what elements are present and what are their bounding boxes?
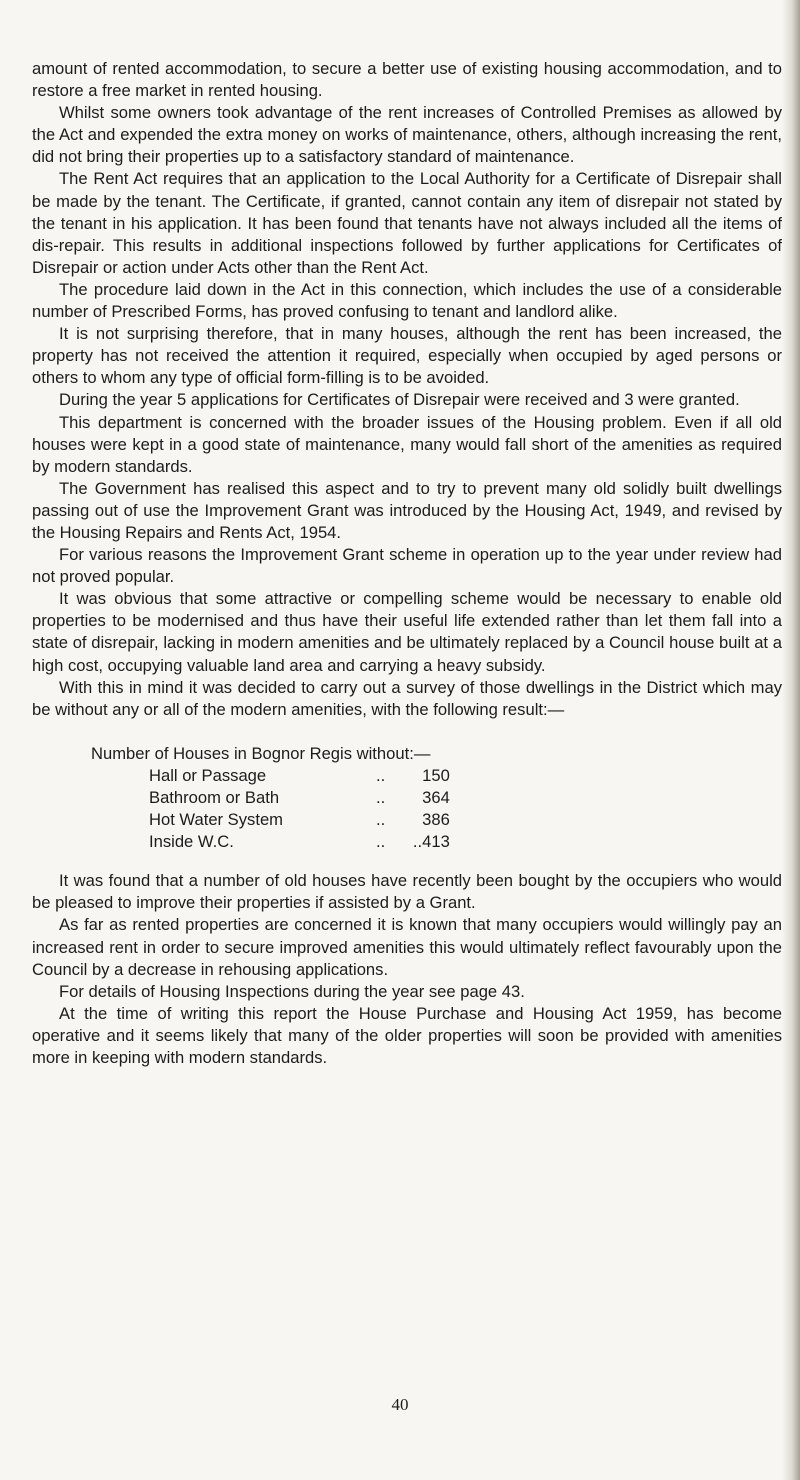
row-value: 413	[422, 832, 450, 852]
row-value: 364	[422, 788, 450, 807]
row-label: Bathroom or Bath	[149, 788, 280, 807]
table-row	[149, 787, 450, 809]
body-text-after	[32, 870, 782, 1069]
paragraph: The procedure laid down in the Act in this connection, which includes the use of a considerable number of Prescribed Forms, has proved confusing to tenant and landlord alike.	[32, 279, 782, 322]
paragraph: The Rent Act requires that an application to the Local Authority for a Certificate of Disrepair shall be made by the tenant. The Certificate, if granted, cannot contain any item of disrepair not stated by the tenant in his application. It has been found that tenants have not always included all the items of dis-repair. This results in additional inspections followed by further applications for Certificates of Disrepair or action under Acts other than the Rent Act.	[32, 169, 782, 277]
row-leader: ..	[376, 810, 386, 830]
row-label: Hall or Passage	[149, 765, 267, 785]
table-row	[149, 765, 450, 787]
paragraph: Whilst some owners took advantage of the rent increases of Controlled Premises as allowed by the Act and expended the extra money on works of maintenance, others, although increasing the rent, did not bring their properties up to a satisfactory standard of maintenance.	[32, 103, 782, 167]
paragraph: amount of rented accommodation, to secure a better use of existing housing accommodation, and to restore a free market in rented housing.	[32, 59, 782, 101]
row-leader: ..	[376, 788, 386, 807]
row-leader: .. ..	[376, 832, 423, 852]
page-number: 40	[391, 1395, 409, 1414]
table-row	[149, 809, 450, 831]
table-row	[149, 831, 450, 853]
paragraph: It was obvious that some attractive or compelling scheme would be necessary to enable old properties to be modernised and thus have their useful life extended rather than let them fall into a state of disrepair, lacking in modern amenities and be ultimately replaced by a Council house built at a high cost, occupying valuable land area and carrying a heavy subsidy.	[32, 589, 782, 675]
paragraph: The Government has realised this aspect and to try to prevent many old solidly built dwellings passing out of use the Improvement Grant was introduced by the Housing Act, 1949, and revised by the Housing Repairs and Rents Act, 1954.	[32, 478, 782, 542]
page-edge-shadow	[782, 0, 800, 1480]
table-intro: Number of Houses in Bognor Regis without:—	[91, 743, 431, 763]
paragraph: At the time of writing this report the House Purchase and Housing Act 1959, has become operative and it seems likely that many of the older properties will soon be provided with amenities more in keeping with modern standards.	[32, 1003, 782, 1068]
paragraph: During the year 5 applications for Certificates of Disrepair were received and 3 were granted.	[59, 390, 740, 410]
paragraph: With this in mind it was decided to carry out a survey of those dwellings in the District which may be without any or all of the modern amenities, with the following result:—	[32, 677, 782, 719]
paragraph: It is not surprising therefore, that in many houses, although the rent has been increased, the property has not received the attention it required, especially when occupied by aged persons or others to whom any type of official form-filling is to be avoided.	[32, 324, 782, 388]
paragraph: It was found that a number of old houses have recently been bought by the occupiers who would be pleased to improve their properties if assisted by a Grant.	[32, 871, 782, 913]
paragraph: For details of Housing Inspections during the year see page 43.	[59, 981, 525, 1001]
paragraph: As far as rented properties are concerned it is known that many occupiers would willingly pay an increased rent in order to secure improved amenities this would ultimately reflect favourably upon the Council by a decrease in rehousing applications.	[32, 915, 782, 979]
amenities-table	[149, 765, 450, 853]
report-page	[32, 58, 782, 1069]
row-label: Hot Water System	[149, 810, 284, 830]
row-leader: ..	[376, 765, 386, 785]
body-text-before	[32, 58, 782, 721]
paragraph: For various reasons the Improvement Grant scheme in operation up to the year under review had not proved popular.	[32, 545, 782, 587]
row-value: 150	[422, 765, 450, 785]
paragraph: This department is concerned with the broader issues of the Housing problem. Even if all old houses were kept in a good state of maintenance, many would fall short of the amenities as required by modern standards.	[32, 412, 782, 476]
row-label: Inside W.C.	[149, 832, 234, 852]
row-value: 386	[422, 810, 450, 830]
